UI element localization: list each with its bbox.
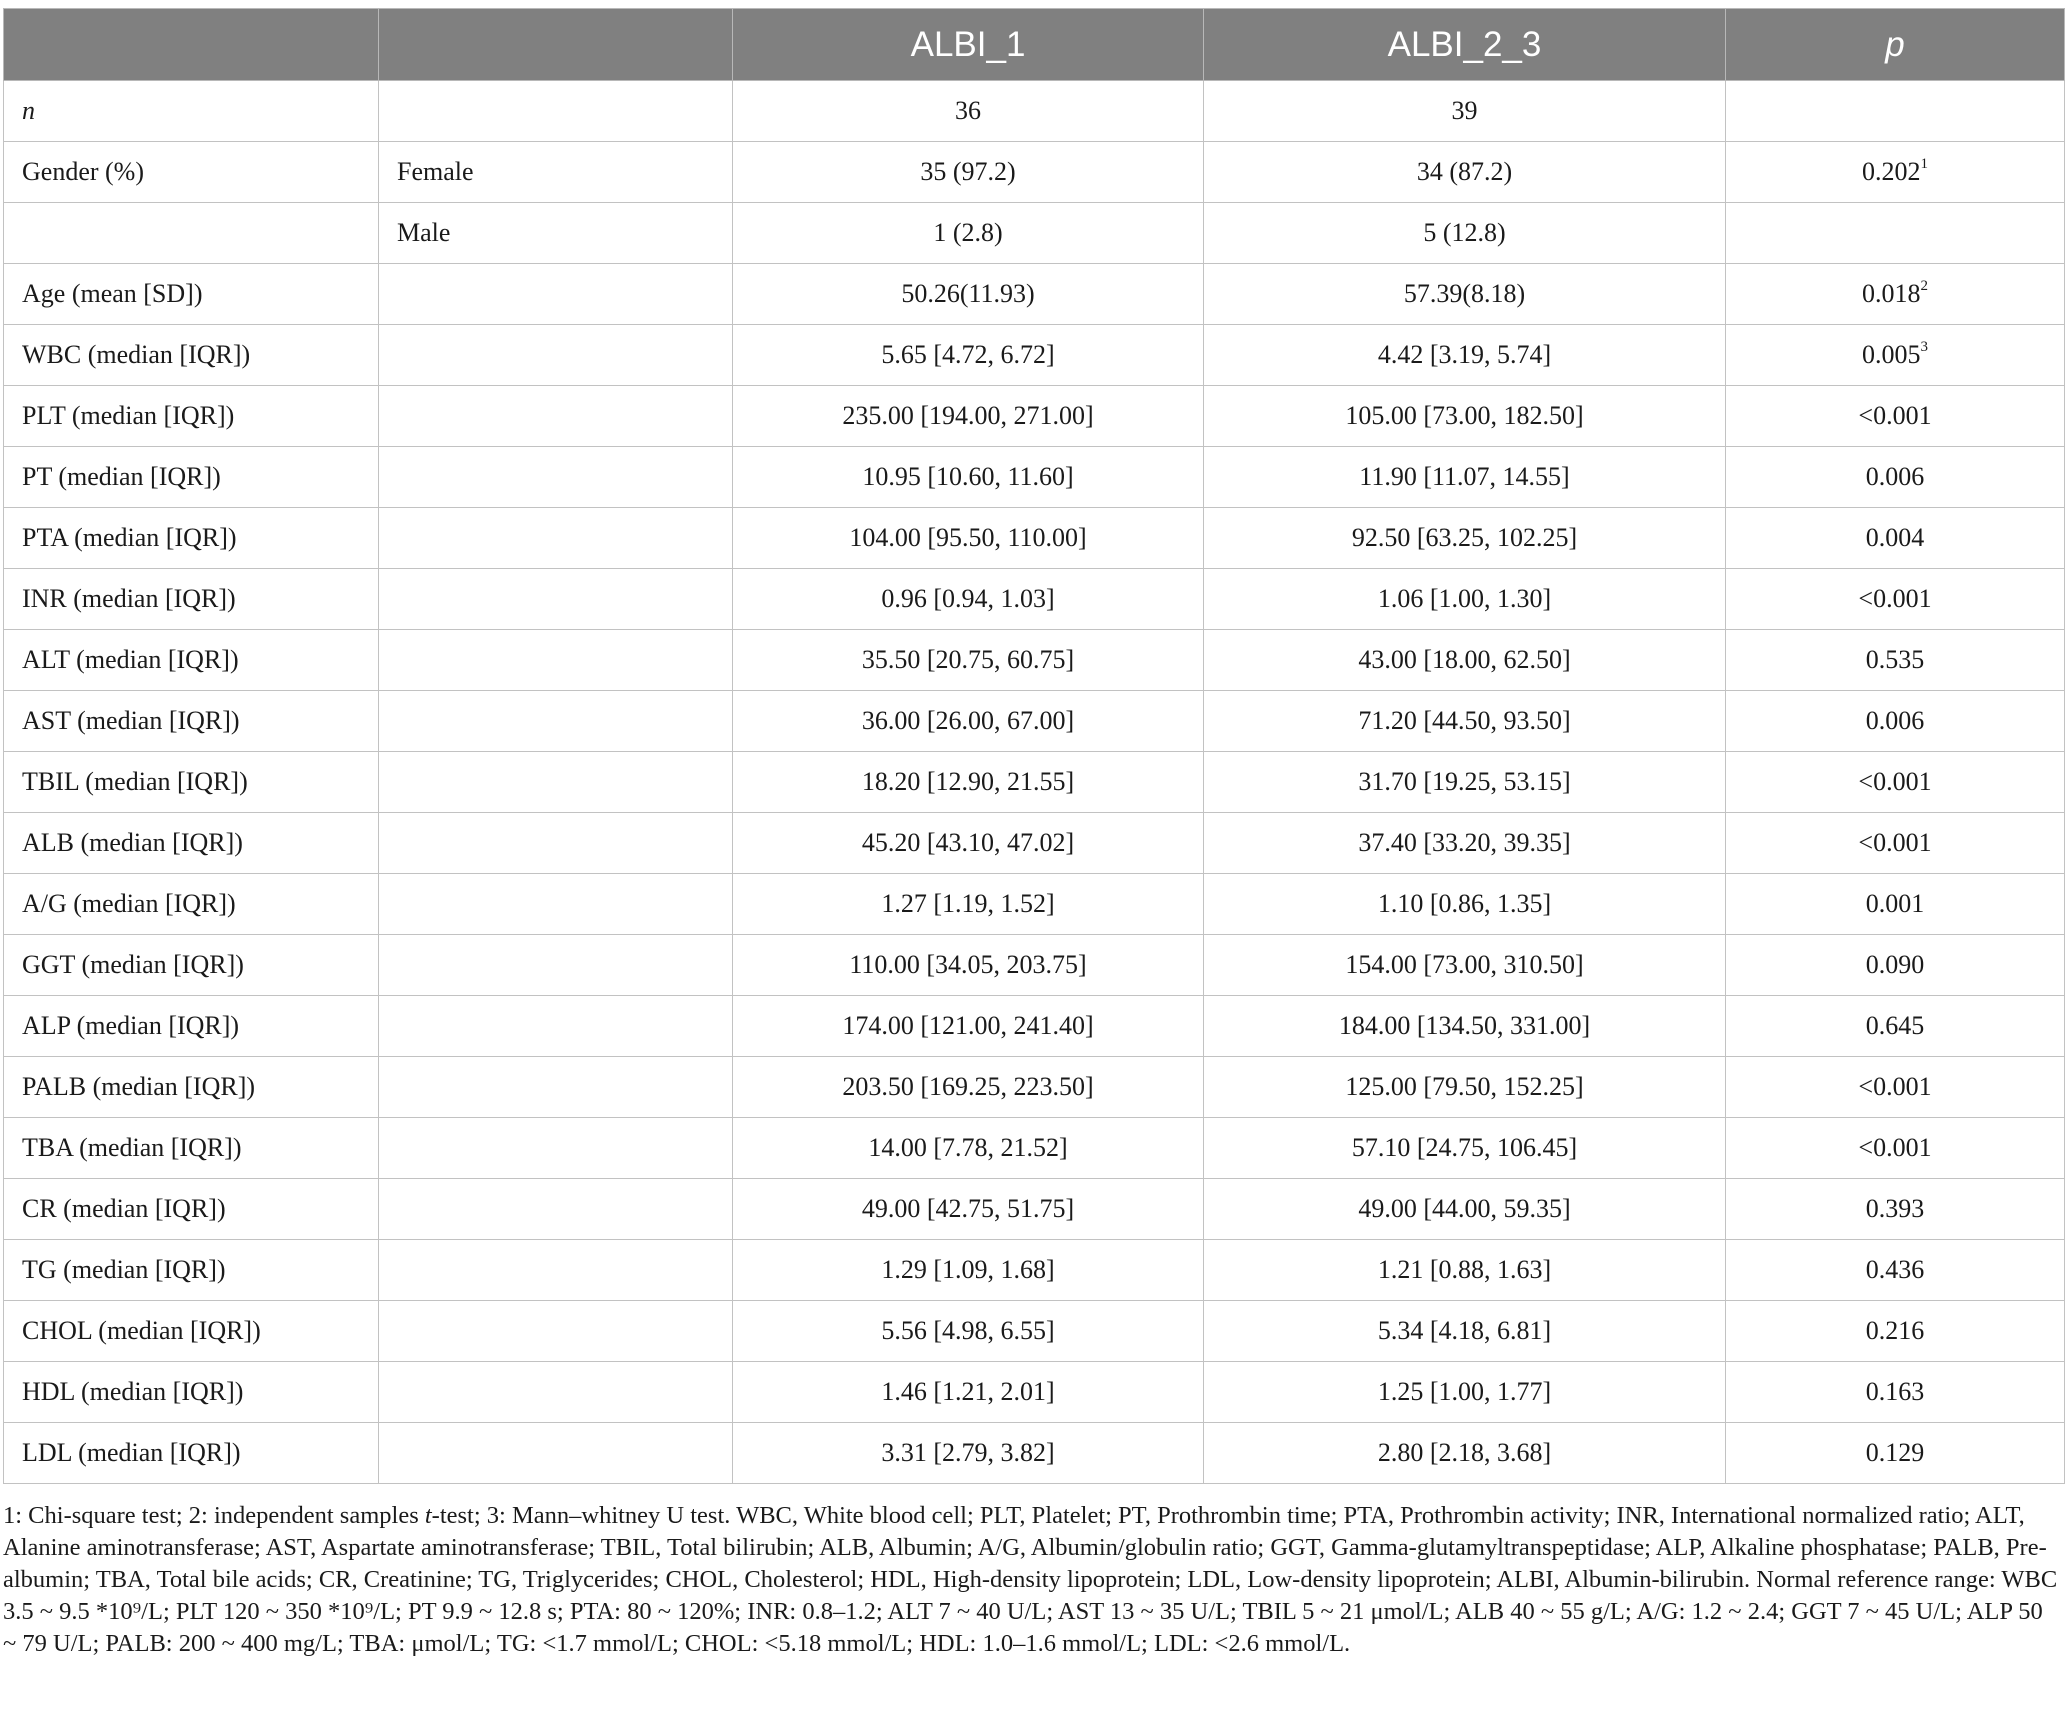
cell-albi-2-3-text: 2.80 [2.18, 3.68] xyxy=(1377,1438,1552,1467)
header-row xyxy=(4,9,2065,81)
cell-albi-1-text: 35.50 [20.75, 60.75] xyxy=(861,645,1075,674)
table-row xyxy=(4,1423,2065,1484)
cell-p-value-text: 0.163 xyxy=(1865,1377,1925,1406)
row-label xyxy=(4,874,379,935)
row-label-text: PTA (median [IQR]) xyxy=(22,523,237,552)
cell-albi-1-text: 110.00 [34.05, 203.75] xyxy=(849,950,1087,979)
cell-albi-1-text: 1.27 [1.19, 1.52] xyxy=(881,889,1055,918)
cell-albi-2-3 xyxy=(1204,264,1726,325)
table-header xyxy=(4,9,2065,81)
row-label xyxy=(4,142,379,203)
table-row xyxy=(4,569,2065,630)
cell-p-value-text: 0.202 xyxy=(1862,157,1921,186)
cell-p-value-text: <0.001 xyxy=(1858,401,1932,430)
row-label xyxy=(4,996,379,1057)
row-label-text: ALB (median [IQR]) xyxy=(22,828,243,857)
row-label xyxy=(4,1362,379,1423)
row-label-text: CR (median [IQR]) xyxy=(22,1194,226,1223)
header-subgroup xyxy=(379,9,733,81)
cell-p-value xyxy=(1726,264,2065,325)
cell-p-value xyxy=(1726,1301,2065,1362)
row-label-text: CHOL (median [IQR]) xyxy=(22,1316,261,1345)
cell-albi-1 xyxy=(733,1301,1204,1362)
row-subgroup xyxy=(379,1362,733,1423)
row-subgroup xyxy=(379,264,733,325)
cell-p-value-text: 0.005 xyxy=(1862,340,1921,369)
table-body xyxy=(4,81,2065,1484)
cell-albi-1 xyxy=(733,996,1204,1057)
cell-p-value xyxy=(1726,752,2065,813)
cell-albi-2-3 xyxy=(1204,1423,1726,1484)
row-label xyxy=(4,325,379,386)
cell-albi-2-3 xyxy=(1204,935,1726,996)
row-subgroup xyxy=(379,874,733,935)
cell-albi-1 xyxy=(733,325,1204,386)
table-row xyxy=(4,1057,2065,1118)
row-subgroup xyxy=(379,1179,733,1240)
cell-albi-1-text: 104.00 [95.50, 110.00] xyxy=(849,523,1087,552)
row-subgroup xyxy=(379,752,733,813)
row-subgroup xyxy=(379,1423,733,1484)
cell-p-value-text: 0.393 xyxy=(1865,1194,1925,1223)
cell-albi-1 xyxy=(733,508,1204,569)
row-label xyxy=(4,1423,379,1484)
cell-p-value-text: <0.001 xyxy=(1858,767,1932,796)
cell-albi-1-text: 49.00 [42.75, 51.75] xyxy=(861,1194,1075,1223)
row-subgroup xyxy=(379,569,733,630)
cell-albi-1-text: 14.00 [7.78, 21.52] xyxy=(868,1133,1068,1162)
row-label-text: A/G (median [IQR]) xyxy=(22,889,236,918)
cell-albi-2-3-text: 105.00 [73.00, 182.50] xyxy=(1345,401,1584,430)
cell-p-value xyxy=(1726,813,2065,874)
cell-albi-2-3 xyxy=(1204,203,1726,264)
row-label xyxy=(4,1301,379,1362)
cell-albi-2-3-text: 154.00 [73.00, 310.50] xyxy=(1345,950,1584,979)
cell-albi-1-text: 203.50 [169.25, 223.50] xyxy=(842,1072,1094,1101)
table-row xyxy=(4,386,2065,447)
cell-albi-2-3-text: 5 (12.8) xyxy=(1423,218,1506,247)
row-label xyxy=(4,1057,379,1118)
row-subgroup xyxy=(379,1240,733,1301)
table-row xyxy=(4,630,2065,691)
table-row xyxy=(4,447,2065,508)
cell-albi-2-3-text: 92.50 [63.25, 102.25] xyxy=(1351,523,1578,552)
data-table-container xyxy=(3,8,2064,1484)
cell-albi-2-3 xyxy=(1204,874,1726,935)
cell-albi-2-3 xyxy=(1204,447,1726,508)
cell-albi-1-text: 18.20 [12.90, 21.55] xyxy=(861,767,1075,796)
cell-p-value xyxy=(1726,447,2065,508)
footnote-text-1: 1: Chi-square test; 2: independent samples xyxy=(3,1502,425,1529)
cell-albi-2-3 xyxy=(1204,1362,1726,1423)
cell-p-value xyxy=(1726,630,2065,691)
cell-p-value-text: 0.129 xyxy=(1865,1438,1925,1467)
header-albi-1: ALBI_1 xyxy=(733,9,1204,81)
table-row xyxy=(4,264,2065,325)
cell-p-value xyxy=(1726,1118,2065,1179)
row-subgroup xyxy=(379,1301,733,1362)
row-label xyxy=(4,1240,379,1301)
cell-p-value xyxy=(1726,569,2065,630)
row-label xyxy=(4,1118,379,1179)
row-label xyxy=(4,447,379,508)
cell-albi-1-text: 45.20 [43.10, 47.02] xyxy=(861,828,1075,857)
row-label-text: WBC (median [IQR]) xyxy=(22,340,251,369)
cell-albi-1 xyxy=(733,1240,1204,1301)
cell-albi-1-text: 5.56 [4.98, 6.55] xyxy=(881,1316,1055,1345)
row-label xyxy=(4,1179,379,1240)
row-label-text: GGT (median [IQR]) xyxy=(22,950,244,979)
cell-albi-1 xyxy=(733,1362,1204,1423)
table-row xyxy=(4,752,2065,813)
row-label xyxy=(4,630,379,691)
cell-albi-1 xyxy=(733,813,1204,874)
header-variable xyxy=(4,9,379,81)
cell-albi-2-3 xyxy=(1204,325,1726,386)
cell-albi-2-3-text: 57.10 [24.75, 106.45] xyxy=(1351,1133,1578,1162)
table-footnote xyxy=(3,1500,2061,1660)
cell-albi-2-3-text: 11.90 [11.07, 14.55] xyxy=(1359,462,1570,491)
cell-p-value-text: <0.001 xyxy=(1858,828,1932,857)
table-row xyxy=(4,508,2065,569)
cell-p-value-text: 0.018 xyxy=(1862,279,1921,308)
cell-albi-2-3 xyxy=(1204,691,1726,752)
cell-albi-2-3 xyxy=(1204,1240,1726,1301)
cell-p-value xyxy=(1726,1240,2065,1301)
row-label-text: ALP (median [IQR]) xyxy=(22,1011,240,1040)
table-row xyxy=(4,813,2065,874)
cell-p-value-text: 0.216 xyxy=(1865,1316,1925,1345)
table-row xyxy=(4,1179,2065,1240)
footnote-marker: 1 xyxy=(1920,156,1928,173)
cell-albi-2-3-text: 1.21 [0.88, 1.63] xyxy=(1377,1255,1552,1284)
cell-albi-2-3 xyxy=(1204,752,1726,813)
table-row xyxy=(4,142,2065,203)
table-row xyxy=(4,81,2065,142)
cell-albi-2-3 xyxy=(1204,1301,1726,1362)
row-label xyxy=(4,691,379,752)
row-label xyxy=(4,386,379,447)
row-label-text: PALB (median [IQR]) xyxy=(22,1072,256,1101)
table-row xyxy=(4,874,2065,935)
row-label xyxy=(4,569,379,630)
cell-albi-2-3-text: 39 xyxy=(1451,96,1478,125)
row-label xyxy=(4,813,379,874)
row-label-text: TBA (median [IQR]) xyxy=(22,1133,242,1162)
row-label-text: PT (median [IQR]) xyxy=(22,462,221,491)
row-subgroup xyxy=(379,203,733,264)
table-row xyxy=(4,691,2065,752)
cell-p-value-text: 0.006 xyxy=(1865,706,1925,735)
cell-albi-2-3-text: 1.10 [0.86, 1.35] xyxy=(1377,889,1552,918)
cell-albi-2-3-text: 4.42 [3.19, 5.74] xyxy=(1377,340,1552,369)
cell-albi-1 xyxy=(733,203,1204,264)
cell-albi-1 xyxy=(733,264,1204,325)
cell-albi-1-text: 3.31 [2.79, 3.82] xyxy=(881,1438,1055,1467)
cell-p-value xyxy=(1726,508,2065,569)
row-subgroup xyxy=(379,813,733,874)
row-label xyxy=(4,264,379,325)
row-subgroup xyxy=(379,386,733,447)
row-label xyxy=(4,81,379,142)
footnote-italic-t: t xyxy=(424,1502,432,1529)
cell-albi-1-text: 36 xyxy=(955,96,981,125)
row-label-text: Age (mean [SD]) xyxy=(22,279,203,308)
cell-albi-2-3-text: 1.25 [1.00, 1.77] xyxy=(1377,1377,1552,1406)
cell-albi-2-3 xyxy=(1204,508,1726,569)
table-row xyxy=(4,203,2065,264)
row-subgroup xyxy=(379,81,733,142)
cell-albi-2-3-text: 184.00 [134.50, 331.00] xyxy=(1338,1011,1591,1040)
cell-albi-2-3 xyxy=(1204,1057,1726,1118)
cell-albi-2-3-text: 43.00 [18.00, 62.50] xyxy=(1358,645,1571,674)
row-subgroup xyxy=(379,447,733,508)
table-row xyxy=(4,1301,2065,1362)
cell-p-value-text: <0.001 xyxy=(1858,1072,1932,1101)
row-label-text: AST (median [IQR]) xyxy=(22,706,240,735)
cell-albi-1 xyxy=(733,752,1204,813)
row-subgroup xyxy=(379,630,733,691)
cell-albi-1 xyxy=(733,1423,1204,1484)
row-subgroup xyxy=(379,1118,733,1179)
table-row xyxy=(4,325,2065,386)
row-subgroup xyxy=(379,508,733,569)
row-label xyxy=(4,935,379,996)
cell-albi-1-text: 1 (2.8) xyxy=(933,218,1003,247)
table-row xyxy=(4,1362,2065,1423)
cell-albi-1-text: 5.65 [4.72, 6.72] xyxy=(881,340,1055,369)
footnote-text-2: -test; 3: Mann–whitney U test. WBC, White blood cell; PLT, Platelet; PT, Prothrombin time; PTA, Prothrombin activity; INR, International normalized ratio; ALT, Alanine aminotransferase; AST, Aspartate aminotransferase; TBIL, Total bilirubin; ALB, Albumin; A/G, Albumin/globulin ratio; GGT, Gamma-glutamyltranspeptidase; ALP, Alkaline phosphatase; PALB, Pre-albumin; TBA, Total bile acids; CR, Creatinine; TG, Triglycerides; CHOL, Cholesterol; HDL, High-density lipoprotein; LDL, Low-density lipoprotein; ALBI, Albumin-bilirubin. Normal reference range: WBC 3.5 ~ 9.5 *10⁹/L; PLT 120 ~ 350 *10⁹/L; PT 9.9 ~ 12.8 s; PTA: 80 ~ 120%; INR: 0.8–1.2; ALT 7 ~ 40 U/L; AST 13 ~ 35 U/L; TBIL 5 ~ 21 μmol/L; ALB 40 ~ 55 g/L; A/G: 1.2 ~ 2.4; GGT 7 ~ 45 U/L; ALP 50 ~ 79 U/L; PALB: 200 ~ 400 mg/L; TBA: μmol/L; TG: <1.7 mmol/L; CHOL: <5.18 mmol/L; HDL: 1.0–1.6 mmol/L; LDL: <2.6 mmol/L. xyxy=(3,1502,2058,1657)
row-label-text: TBIL (median [IQR]) xyxy=(22,767,248,796)
cell-albi-1-text: 0.96 [0.94, 1.03] xyxy=(881,584,1055,613)
cell-albi-1 xyxy=(733,386,1204,447)
row-subgroup xyxy=(379,935,733,996)
row-label xyxy=(4,203,379,264)
cell-albi-2-3-text: 125.00 [79.50, 152.25] xyxy=(1345,1072,1584,1101)
footnote-marker: 3 xyxy=(1920,339,1928,356)
row-label-text: LDL (median [IQR]) xyxy=(22,1438,241,1467)
cell-albi-2-3-text: 37.40 [33.20, 39.35] xyxy=(1358,828,1571,857)
table-row xyxy=(4,1118,2065,1179)
cell-albi-1 xyxy=(733,630,1204,691)
cell-p-value xyxy=(1726,935,2065,996)
cell-albi-2-3-text: 71.20 [44.50, 93.50] xyxy=(1358,706,1571,735)
row-label-text: INR (median [IQR]) xyxy=(22,584,236,613)
cell-p-value xyxy=(1726,1362,2065,1423)
cell-albi-1-text: 10.95 [10.60, 11.60] xyxy=(862,462,1074,491)
cell-p-value-text: <0.001 xyxy=(1858,584,1932,613)
row-subgroup-text: Female xyxy=(397,157,474,186)
cell-albi-1-text: 36.00 [26.00, 67.00] xyxy=(861,706,1075,735)
cell-albi-1-text: 174.00 [121.00, 241.40] xyxy=(842,1011,1094,1040)
cell-albi-2-3 xyxy=(1204,569,1726,630)
cell-p-value xyxy=(1726,1057,2065,1118)
cell-albi-2-3-text: 49.00 [44.00, 59.35] xyxy=(1358,1194,1571,1223)
row-label-text: PLT (median [IQR]) xyxy=(22,401,235,430)
cell-p-value xyxy=(1726,325,2065,386)
cell-albi-2-3-text: 34 (87.2) xyxy=(1416,157,1513,186)
cell-albi-1 xyxy=(733,691,1204,752)
header-albi-2-3: ALBI_2_3 xyxy=(1204,9,1726,81)
row-subgroup xyxy=(379,142,733,203)
cell-p-value-text: 0.004 xyxy=(1865,523,1925,552)
cell-albi-1-text: 35 (97.2) xyxy=(920,157,1016,186)
cell-p-value-text: 0.006 xyxy=(1865,462,1925,491)
cell-p-value xyxy=(1726,1423,2065,1484)
cell-albi-2-3 xyxy=(1204,81,1726,142)
cell-albi-2-3-text: 1.06 [1.00, 1.30] xyxy=(1377,584,1552,613)
cell-albi-1 xyxy=(733,874,1204,935)
row-subgroup xyxy=(379,691,733,752)
row-label-text: Gender (%) xyxy=(22,157,144,186)
row-label xyxy=(4,752,379,813)
cell-p-value-text: 0.436 xyxy=(1865,1255,1925,1284)
table-row xyxy=(4,996,2065,1057)
cell-albi-2-3 xyxy=(1204,630,1726,691)
cell-albi-2-3 xyxy=(1204,1179,1726,1240)
cell-albi-1-text: 50.26(11.93) xyxy=(901,279,1035,308)
cell-p-value xyxy=(1726,691,2065,752)
cell-albi-1 xyxy=(733,1118,1204,1179)
row-label xyxy=(4,508,379,569)
cell-albi-1 xyxy=(733,569,1204,630)
cell-p-value xyxy=(1726,1179,2065,1240)
row-subgroup xyxy=(379,1057,733,1118)
cell-albi-1 xyxy=(733,1057,1204,1118)
table-row xyxy=(4,1240,2065,1301)
cell-p-value xyxy=(1726,81,2065,142)
cell-p-value-text: 0.090 xyxy=(1865,950,1925,979)
row-label-text: HDL (median [IQR]) xyxy=(22,1377,244,1406)
cell-p-value-text: <0.001 xyxy=(1858,1133,1932,1162)
cell-p-value xyxy=(1726,203,2065,264)
row-subgroup-text: Male xyxy=(397,218,451,247)
cell-albi-2-3 xyxy=(1204,813,1726,874)
row-subgroup xyxy=(379,325,733,386)
cell-albi-2-3 xyxy=(1204,996,1726,1057)
cell-p-value xyxy=(1726,996,2065,1057)
table-row xyxy=(4,935,2065,996)
cell-albi-1-text: 235.00 [194.00, 271.00] xyxy=(842,401,1094,430)
cell-albi-1-text: 1.46 [1.21, 2.01] xyxy=(881,1377,1055,1406)
cell-p-value xyxy=(1726,386,2065,447)
cell-albi-2-3-text: 31.70 [19.25, 53.15] xyxy=(1358,767,1571,796)
cell-p-value-text: 0.645 xyxy=(1865,1011,1925,1040)
cell-albi-2-3 xyxy=(1204,386,1726,447)
cell-p-value-text: 0.535 xyxy=(1865,645,1925,674)
row-label-text: ALT (median [IQR]) xyxy=(22,645,239,674)
cell-p-value-text: 0.001 xyxy=(1865,889,1925,918)
cell-albi-1 xyxy=(733,1179,1204,1240)
cell-albi-1 xyxy=(733,142,1204,203)
cell-albi-1-text: 1.29 [1.09, 1.68] xyxy=(881,1255,1055,1284)
cell-albi-1 xyxy=(733,447,1204,508)
row-label-text: n xyxy=(22,96,35,125)
footnote-marker: 2 xyxy=(1920,278,1928,295)
comparison-table xyxy=(3,8,2065,1484)
cell-albi-2-3-text: 57.39(8.18) xyxy=(1403,279,1526,308)
cell-albi-2-3 xyxy=(1204,142,1726,203)
header-p-value: p xyxy=(1726,9,2065,81)
row-label-text: TG (median [IQR]) xyxy=(22,1255,226,1284)
cell-p-value xyxy=(1726,142,2065,203)
cell-albi-1 xyxy=(733,81,1204,142)
cell-albi-1 xyxy=(733,935,1204,996)
cell-albi-2-3-text: 5.34 [4.18, 6.81] xyxy=(1377,1316,1552,1345)
cell-albi-2-3 xyxy=(1204,1118,1726,1179)
row-subgroup xyxy=(379,996,733,1057)
cell-p-value xyxy=(1726,874,2065,935)
